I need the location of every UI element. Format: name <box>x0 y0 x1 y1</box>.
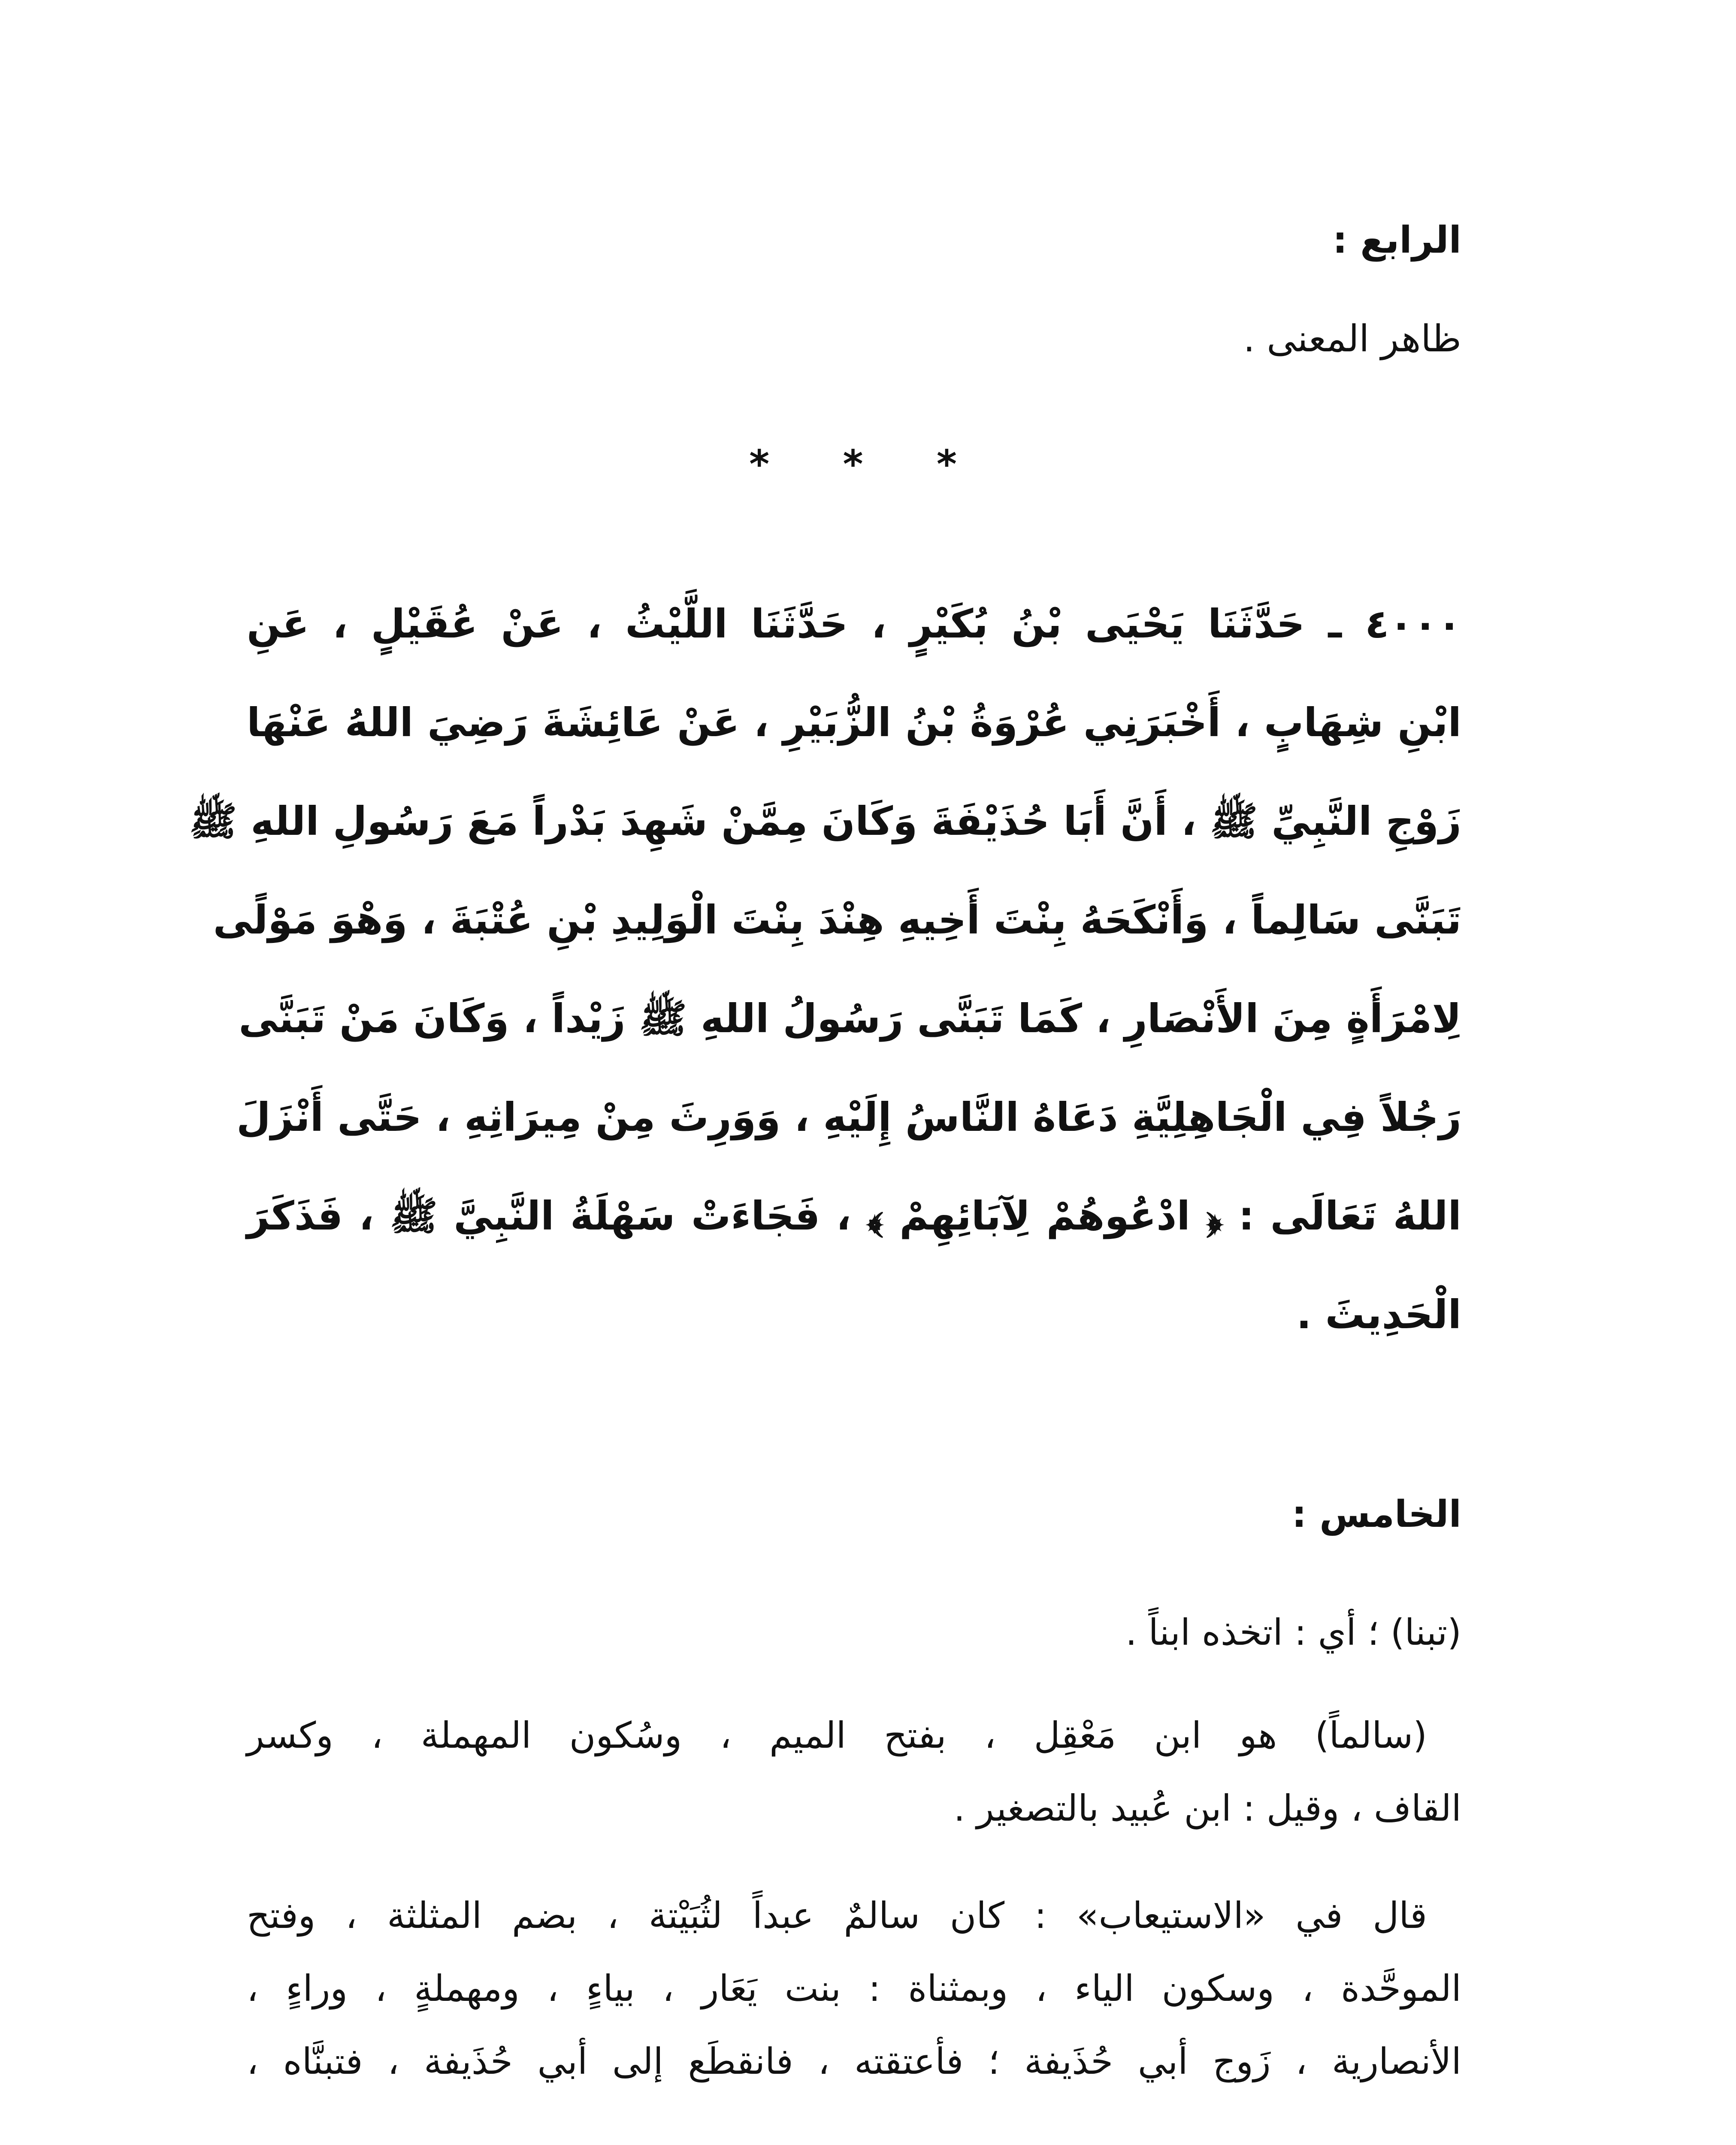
hadith-line: لِامْرَأَةٍ مِنَ الأَنْصَارِ ، كَمَا تَبَنَّى رَسُولُ اللهِ ﷺ زَيْداً ، وَكَانَ مَنْ تَبَنَّى <box>239 996 1461 1042</box>
hadith-line: ابْنِ شِهَابٍ ، أَخْبَرَنِي عُرْوَةُ بْنُ الزُّبَيْرِ ، عَنْ عَائِشَةَ رَضِيَ اللهُ عَنْهَا <box>247 700 1461 746</box>
hadith-line: اللهُ تَعَالَى : ﴿ ادْعُوهُمْ لِآبَائِهِمْ ﴾ ، فَجَاءَتْ سَهْلَةُ النَّبِيَّ ﷺ ، فَذَكَرَ <box>247 1193 1461 1239</box>
hadith-line: زَوْجِ النَّبِيِّ ﷺ ، أَنَّ أَبَا حُذَيْفَةَ وَكَانَ مِمَّنْ شَهِدَ بَدْراً مَعَ رَسُولِ اللهِ ﷺ <box>189 798 1461 844</box>
hadith-line: تَبَنَّى سَالِماً ، وَأَنْكَحَهُ بِنْتَ أَخِيهِ هِنْدَ بِنْتَ الْوَلِيدِ بْنِ عُتْبَةَ ، وَهْوَ مَوْلًى <box>213 897 1461 943</box>
commentary-istiab <box>247 1879 1461 2098</box>
commentary-line: قال في «الاستيعاب» : كان سالمٌ عبداً لثُبَيْتة ، بضم المثلثة ، وفتح <box>247 1894 1427 1937</box>
section-heading-fifth: الخامس : <box>1291 1493 1461 1536</box>
hadith-line: الْحَدِيثَ . <box>1296 1292 1461 1338</box>
commentary-line: القاف ، وقيل : ابن عُبيد بالتصغير . <box>953 1787 1461 1829</box>
commentary-tabanna <box>247 1596 1461 1669</box>
commentary-line: الأنصارية ، زَوج أبي حُذَيفة ؛ فأعتقته ، فانقطَع إلى أبي حُذَيفة ، فتبنَّاه ، <box>247 2040 1461 2082</box>
hadith-4000-text <box>189 575 1461 1364</box>
commentary-line: (تبنا) ؛ أي : اتخذه ابناً . <box>1125 1611 1461 1653</box>
commentary-salim <box>247 1699 1461 1845</box>
section-separator: * * * <box>749 442 987 487</box>
section-fourth-text: ظاهر المعنى . <box>1243 317 1461 360</box>
commentary-line: (سالماً) هو ابن مَعْقِل ، بفتح الميم ، وسُكون المهملة ، وكسر <box>247 1714 1427 1756</box>
hadith-line: ٤٠٠٠ ـ حَدَّثَنَا يَحْيَى بْنُ بُكَيْرٍ ، حَدَّثَنَا اللَّيْثُ ، عَنْ عُقَيْلٍ ، عَنِ <box>247 601 1461 647</box>
commentary-line: الموحَّدة ، وسكون الياء ، وبمثناة : بنت يَعَار ، بياءٍ ، ومهملةٍ ، وراءٍ ، <box>247 1967 1461 2009</box>
section-heading-fourth: الرابع : <box>1332 219 1461 262</box>
hadith-line: رَجُلاً فِي الْجَاهِلِيَّةِ دَعَاهُ النَّاسُ إِلَيْهِ ، وَوَرِثَ مِنْ مِيرَاثِهِ ، حَتَّى أَنْزَلَ <box>236 1094 1461 1140</box>
